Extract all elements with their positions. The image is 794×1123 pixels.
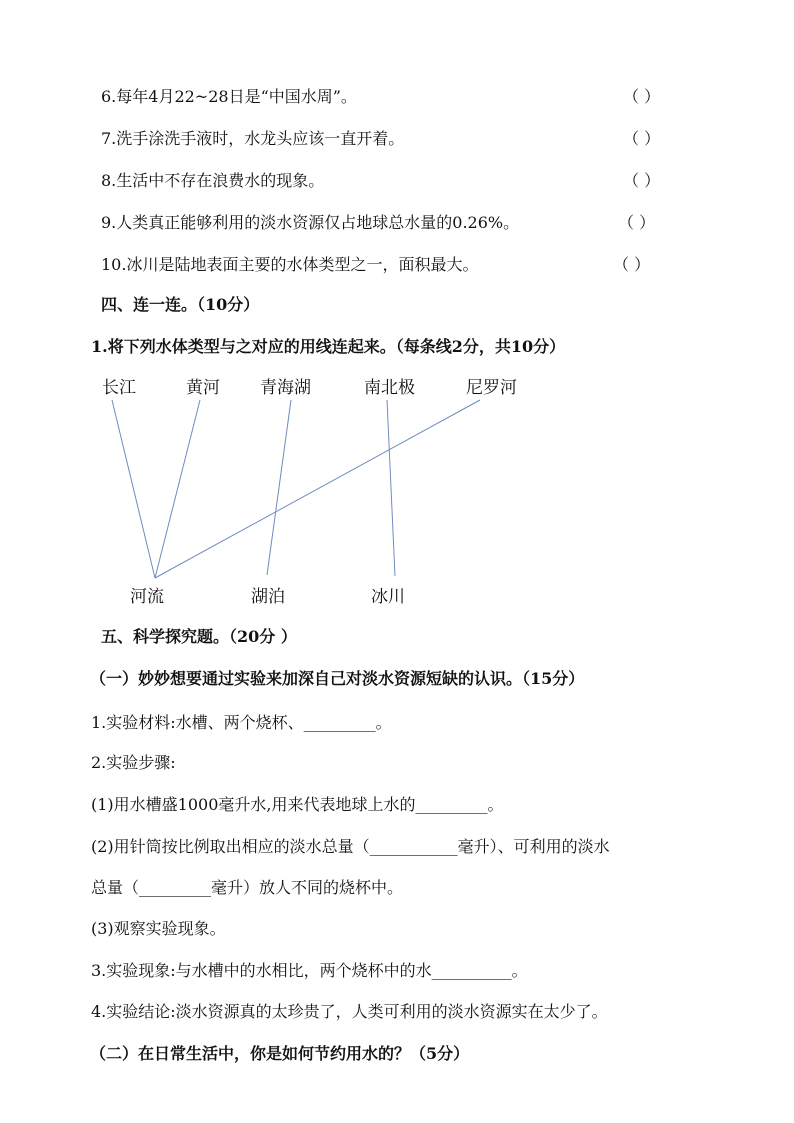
link-changjiang-river: [112, 400, 155, 578]
exp-step-2: (2)用针筒按比例取出相应的淡水总量（___________毫升）、可利用的淡水: [91, 837, 610, 856]
exp-step-2-cont: 总量（_________毫升）放人不同的烧杯中。: [91, 878, 404, 897]
bottom-node-glacier[interactable]: 冰川: [371, 587, 405, 607]
section4-heading: 四、连一连。（10分）: [101, 295, 260, 314]
section5-heading: 五、科学探究题。（20分 ）: [101, 627, 297, 646]
link-huanghe-river: [155, 400, 200, 578]
answer-paren-6[interactable]: （ ）: [623, 87, 661, 106]
exp-step-1: (1)用水槽盛1000毫升水,用来代表地球上水的_________。: [91, 795, 504, 814]
judge-item-9: 9.人类真正能够利用的淡水资源仅占地球总水量的0.26%。: [101, 213, 520, 232]
part2-title: （二）在日常生活中，你是如何节约用水的？（5分）: [90, 1044, 470, 1063]
top-node-changjiang[interactable]: 长江: [102, 378, 136, 398]
exp-step-3: (3)观察实验现象。: [91, 919, 226, 938]
judge-item-6: 6.每年4月22~28日是“中国水周”。: [101, 87, 357, 106]
answer-paren-9[interactable]: （ ）: [618, 213, 656, 232]
match-question: 1.将下列水体类型与之对应的用线连起来。（每条线2分，共10分）: [91, 337, 566, 356]
exp-conclusion: 4.实验结论:淡水资源真的太珍贵了，人类可利用的淡水资源实在太少了。: [91, 1002, 608, 1021]
answer-paren-7[interactable]: （ ）: [623, 129, 661, 148]
link-nanbeiji-glacier: [387, 400, 395, 576]
link-qinghaihu-lake: [267, 400, 291, 575]
answer-paren-10[interactable]: （ ）: [613, 255, 651, 274]
exp-steps-heading: 2.实验步骤:: [91, 753, 176, 772]
bottom-node-river[interactable]: 河流: [130, 587, 164, 607]
top-node-niluohe[interactable]: 尼罗河: [466, 378, 517, 398]
bottom-node-lake[interactable]: 湖泊: [251, 587, 285, 607]
top-node-nanbeiji[interactable]: 南北极: [364, 378, 415, 398]
top-node-qinghaihu[interactable]: 青海湖: [260, 378, 311, 398]
judge-item-7: 7.洗手涂洗手液时，水龙头应该一直开着。: [101, 129, 405, 148]
exp-materials: 1.实验材料:水槽、两个烧杯、_________。: [91, 713, 392, 732]
link-niluohe-river: [155, 400, 480, 578]
exp-phenomenon: 3.实验现象:与水槽中的水相比，两个烧杯中的水__________。: [91, 961, 528, 980]
top-node-huanghe[interactable]: 黄河: [186, 378, 220, 398]
judge-item-8: 8.生活中不存在浪费水的现象。: [101, 171, 325, 190]
judge-item-10: 10.冰川是陆地表面主要的水体类型之一，面积最大。: [101, 255, 479, 274]
answer-paren-8[interactable]: （ ）: [623, 171, 661, 190]
part1-title: （一）妙妙想要通过实验来加深自己对淡水资源短缺的认识。（15分）: [90, 669, 585, 688]
